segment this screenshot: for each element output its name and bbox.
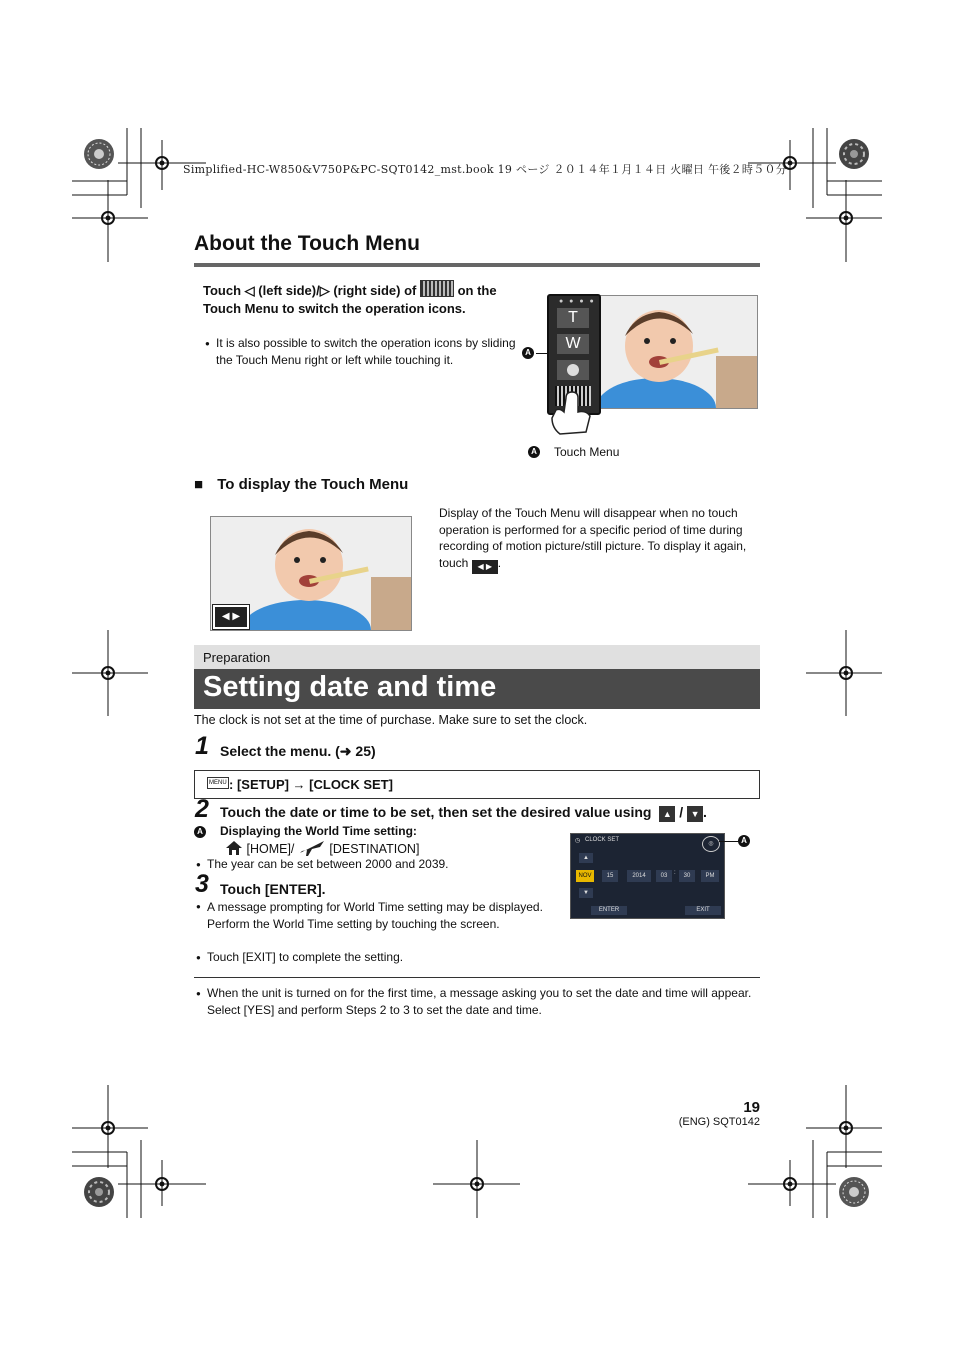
clock-callout-line (719, 841, 739, 842)
clock-callout-a-badge: A (738, 835, 750, 847)
touch-menu-slider-icon (420, 280, 454, 297)
clock-down-button[interactable]: ▼ (579, 888, 593, 898)
record-button[interactable] (557, 360, 589, 380)
show-touch-menu-button[interactable] (213, 605, 249, 629)
step-2-number: 2 (195, 795, 209, 823)
world-time-button[interactable]: ◎ (702, 836, 720, 852)
up-arrow-button-icon: ▲ (659, 806, 675, 822)
step-1-text: Select the menu. (➜ 25) (220, 743, 376, 759)
world-time-a-badge: A (194, 826, 206, 838)
display-touch-menu-text: Display of the Touch Menu will disappear when no touch operation is performed for a specific period of time during recording of motion picture/still picture. To display it again, touch ◀ ▶ . (439, 505, 754, 574)
touch-menu-caption: Touch Menu (554, 445, 620, 459)
title-bar (194, 669, 760, 709)
exit-note: ● Touch [EXIT] to complete the setting. (207, 949, 547, 966)
document-code: (ENG) SQT0142 (678, 1116, 760, 1128)
month-field[interactable]: NOV (576, 870, 594, 882)
page-title: Setting date and time (203, 671, 497, 703)
world-time-options: [HOME]/ [DESTINATION] (225, 839, 419, 860)
subheading-display-touch-menu: ■ To display the Touch Menu (194, 476, 409, 493)
right-triangle-icon: ▷ (319, 283, 330, 298)
section-rule (194, 263, 760, 267)
step-3-text: Touch [ENTER]. (220, 881, 326, 897)
preparation-label: Preparation (203, 650, 271, 665)
clock-set-screen (570, 833, 725, 919)
step-3-number: 3 (195, 870, 209, 898)
page-number: 19 (743, 1099, 760, 1116)
callout-line (536, 353, 548, 354)
clock-up-button[interactable]: ▲ (579, 853, 593, 863)
zoom-tele-button[interactable]: T (557, 308, 589, 328)
zoom-wide-button[interactable]: W (557, 334, 589, 354)
world-time-label: Displaying the World Time setting: (220, 824, 417, 838)
touch-menu-dots: ● ● ● ● (559, 298, 596, 305)
baby-image (581, 296, 757, 408)
day-field[interactable]: 15 (602, 870, 618, 882)
year-field[interactable]: 2014 (627, 870, 651, 882)
first-power-on-note: ● When the unit is turned on for the first time, a message asking you to set the date and time will appear. Select [YES] and perform Steps 2 to 3 to set the date and time. (207, 985, 757, 1019)
print-header: Simplified-HC-W850&V750P&PC-SQT0142_mst.book 19 ページ ２０１４年１月１４日 火曜日 午後２時５０分 (183, 163, 788, 176)
ampm-field[interactable]: PM (701, 870, 719, 882)
section-title-about-touch-menu: About the Touch Menu (194, 232, 420, 255)
baby-photo-touch-menu (580, 295, 758, 409)
record-circle-icon (567, 364, 579, 376)
time-separator: : (674, 870, 676, 876)
caption-a-badge: A (528, 446, 540, 458)
step-2-text: Touch the date or time to be set, then set the desired value using ▲ / ▼ . (220, 804, 707, 820)
preparation-bar (194, 645, 760, 669)
note-divider (194, 977, 760, 978)
down-arrow-button-icon: ▼ (687, 806, 703, 822)
left-triangle-icon: ◁ (244, 283, 255, 298)
menu-path-box (194, 770, 760, 799)
clock-set-title: CLOCK SET (585, 837, 620, 843)
step-1-number: 1 (195, 732, 209, 760)
minute-field[interactable]: 30 (679, 870, 695, 882)
touch-menu-slide-note: ● It is also possible to switch the operation icons by sliding the Touch Menu right or left while touching it. (216, 335, 516, 369)
left-right-arrows-icon: ◀ ▶ (221, 611, 241, 622)
menu-icon: MENU (207, 777, 229, 789)
touch-menu-toggle-icon: ◀ ▶ (472, 560, 498, 574)
square-bullet-icon: ■ (194, 476, 204, 493)
hour-field[interactable]: 03 (656, 870, 672, 882)
callout-a-badge: A (522, 347, 534, 359)
year-range-note: ● The year can be set between 2000 and 2039. (207, 856, 547, 873)
world-time-prompt-note: ● A message prompting for World Time setting may be displayed. Perform the World Time setting by touching the screen. (207, 899, 547, 932)
touch-instruction: Touch ◁ (left side)/▷ (right side) of on the Touch Menu to switch the operation icons. (203, 280, 513, 318)
clock-icon: ◷ (575, 838, 581, 844)
exit-button[interactable]: EXIT (685, 906, 721, 915)
enter-button[interactable]: ENTER (591, 906, 627, 915)
hand-pointer-icon (546, 388, 596, 438)
menu-path: : [SETUP] → [CLOCK SET] (229, 777, 393, 792)
clock-intro: The clock is not set at the time of purchase. Make sure to set the clock. (194, 713, 588, 727)
